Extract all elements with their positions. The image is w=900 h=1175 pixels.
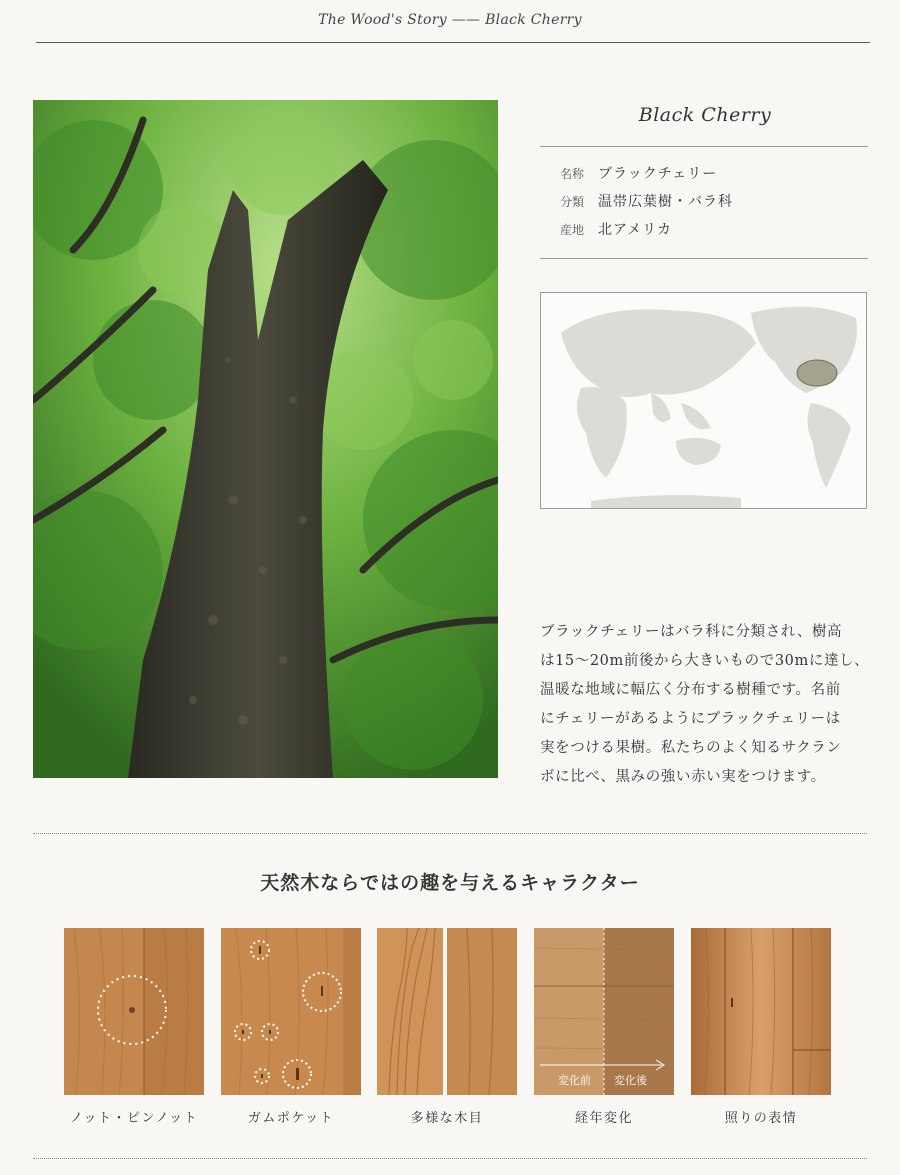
info-key: 分類 xyxy=(560,195,585,209)
character-label: ノット・ピンノット xyxy=(69,1111,199,1126)
info-value: 北アメリカ xyxy=(598,222,673,238)
characters-heading: 天然木ならではの趣を与えるキャラクター xyxy=(260,872,640,894)
description-line: ボに比べ、黒みの強い赤い実をつけます。 xyxy=(540,769,826,785)
description-line: 温暖な地域に幅広く分布する樹種です。名前 xyxy=(540,682,841,698)
header-title: The Wood's Story —— Black Cherry xyxy=(318,12,582,28)
description-line: ブラックチェリーはバラ科に分類され、樹高 xyxy=(540,624,843,640)
knot-wood-sample xyxy=(64,928,204,1095)
character-card-knot xyxy=(64,928,204,1126)
character-label: 照りの表情 xyxy=(724,1111,798,1126)
character-label: 多様な木目 xyxy=(410,1111,484,1126)
character-label: 経年変化 xyxy=(574,1111,633,1126)
info-value: ブラックチェリー xyxy=(598,166,718,182)
aging-wood-sample xyxy=(534,928,674,1095)
info-row-name xyxy=(560,163,717,183)
info-row-origin xyxy=(560,219,672,239)
world-map xyxy=(540,292,867,509)
header-divider xyxy=(36,42,870,43)
character-card-grain xyxy=(377,928,517,1126)
info-divider-bottom xyxy=(540,258,868,259)
aging-before-label: 変化前 xyxy=(558,1074,591,1087)
tree-photo xyxy=(33,100,498,778)
origin-region-marker xyxy=(797,360,837,386)
character-card-aging xyxy=(534,928,674,1126)
description-line: は15～20m前後から大きいもので30mに達し、 xyxy=(540,653,870,669)
species-description xyxy=(540,618,870,792)
info-key: 名称 xyxy=(560,167,585,181)
grain-wood-sample xyxy=(377,928,517,1095)
luster-wood-sample xyxy=(691,928,831,1095)
section-divider xyxy=(33,833,867,834)
info-value: 温帯広葉樹・バラ科 xyxy=(598,194,733,210)
description-line: にチェリーがあるようにブラックチェリーは xyxy=(540,711,841,727)
footer-divider xyxy=(33,1158,867,1159)
aging-after-label: 変化後 xyxy=(614,1074,647,1087)
character-card-gum-pocket xyxy=(221,928,361,1126)
world-map-illustration xyxy=(541,293,866,508)
description-line: 実をつける果樹。私たちのよく知るサクラン xyxy=(540,740,842,756)
gum-pocket-wood-sample xyxy=(221,928,361,1095)
info-divider-top xyxy=(540,146,868,147)
tree-illustration xyxy=(33,100,498,778)
character-card-luster xyxy=(691,928,831,1126)
info-key: 産地 xyxy=(560,223,585,237)
info-row-classification xyxy=(560,191,733,211)
character-label: ガムポケット xyxy=(247,1111,335,1126)
species-title: Black Cherry xyxy=(638,104,772,126)
